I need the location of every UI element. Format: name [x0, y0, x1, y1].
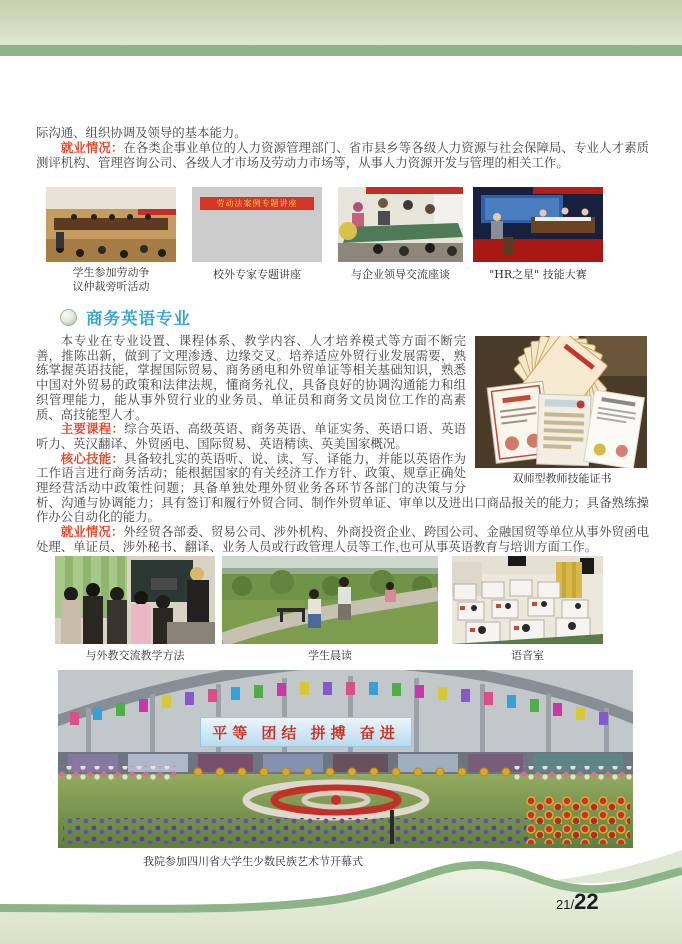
certificates-photo-graphic — [475, 336, 647, 468]
page-number-current: 21/ — [556, 897, 575, 912]
business-employment-text: 外经贸各部委、贸易公司、涉外机构、外商投资企业、跨国公司、金融国贸等单位从事外贸函电处理、单证员、涉外秘书、翻译、业务人员或行政管理人员等工作,也可从事英语教育与培训方面工作。 — [36, 525, 650, 554]
skills-text: 具备较扎实的英语听、说、读、写、译能力，并能以英语作为工作语言进行商务活动；能根据国家的有关经济工作方针、政策、规章正确处理经营活动中政策性问题；具备单独处理外贸业务各环节各部门的决策与分析、沟通与协调能力；具有签订和履行外贸合同、制作外贸单证、审单以及进出口商品报关的能力；具备熟练操作办公自动化的能力。 — [36, 451, 649, 525]
discussion-photo-graphic — [338, 187, 463, 262]
photo-language-lab — [452, 556, 603, 644]
caption-language-lab: 语音室 — [511, 649, 544, 662]
business-employment-label: 就业情况： — [60, 525, 124, 540]
hr-employment-label: 就业情况： — [60, 141, 124, 155]
photo-teacher-certificates — [475, 336, 647, 468]
photo-company-discussion — [338, 187, 463, 262]
foreign-teacher-photo-graphic — [55, 556, 215, 644]
caption-arbitration — [46, 266, 176, 294]
photo-morning-reading — [222, 556, 438, 644]
section-header — [60, 305, 191, 329]
business-intro: 本专业在专业设置、课程体系、教学内容、人才培养模式等方面不断完善，推陈出新，做到了文理渗透、边缘交叉。培养适应外贸行业发展需要，熟练掌握英语技能，掌握国际贸易、商务函电和外贸单证等相关基础知识，熟悉中国对外贸易的政策和法律法规，懂商务礼仪，具备良好的协调沟通能力和组织管理能力，能从事外贸行业的业务员、单证员和商务文员岗位工作的高素质、高技能型人才。 — [36, 334, 466, 422]
caption-discussion: 与企业领导交流座谈 — [351, 268, 450, 281]
photo-expert-lecture — [192, 187, 322, 262]
top-green-band — [0, 0, 682, 45]
arbitration-photo-graphic — [46, 187, 176, 262]
caption-hr-contest: "HR之星" 技能大赛 — [489, 268, 587, 281]
morning-reading-photo-graphic — [222, 556, 438, 644]
stadium-banner: 平等 团结 拼搏 奋进 — [200, 717, 412, 747]
hr-section-text — [36, 126, 649, 171]
business-employment-paragraph — [36, 525, 649, 554]
hr-tail-line: 际沟通、组织协调及领导的基本能力。 — [36, 126, 247, 140]
business-section-text — [36, 334, 649, 555]
caption-foreign-teacher: 与外教交流教学方法 — [85, 649, 185, 662]
top-green-strip — [0, 45, 682, 56]
certificate-figure — [475, 336, 649, 487]
photo-arbitration-hearing — [46, 187, 176, 262]
courses-text: 综合英语、高级英语、商务英语、单证实务、英语口语、英语听力、英汉翻译、外贸函电、国际贸易、英语精读、英美国家概况。 — [36, 422, 467, 451]
page-number-total: 22 — [574, 889, 599, 914]
photo-art-festival-stadium — [58, 670, 633, 848]
photo-hr-star-contest — [473, 187, 603, 262]
section-bullet-icon — [60, 309, 77, 326]
courses-label: 主要课程： — [60, 422, 125, 437]
lecture-banner: 劳动法案例专题讲座 — [200, 197, 314, 210]
skills-label: 核心技能： — [60, 451, 125, 466]
caption-lecture: 校外专家专题讲座 — [213, 268, 301, 281]
caption-art-festival: 我院参加四川省大学生少数民族艺术节开幕式 — [143, 855, 363, 868]
hr-contest-photo-graphic — [473, 187, 603, 262]
photo-foreign-teacher — [55, 556, 215, 644]
hr-employment-paragraph — [36, 141, 649, 171]
caption-certificates: 双师型教师技能证书 — [512, 472, 612, 485]
caption-morning-reading: 学生晨读 — [308, 649, 352, 662]
page-number — [556, 889, 646, 915]
language-lab-photo-graphic — [452, 556, 603, 644]
caption-arbitration-line2: 议仲裁旁听活动 — [72, 280, 150, 293]
caption-arbitration-line1: 学生参加劳动争 — [72, 266, 150, 279]
stadium-photo-graphic — [58, 670, 633, 848]
section-title: 商务英语专业 — [86, 310, 191, 328]
hr-employment-text: 在各类企事业单位的人力资源管理部门、省市县乡等各级人力资源与社会保障局、专业人才素质测评机构、管理咨询公司、各级人才市场及劳动力市场等，从事人力资源开发与管理的相关工作。 — [36, 141, 650, 170]
